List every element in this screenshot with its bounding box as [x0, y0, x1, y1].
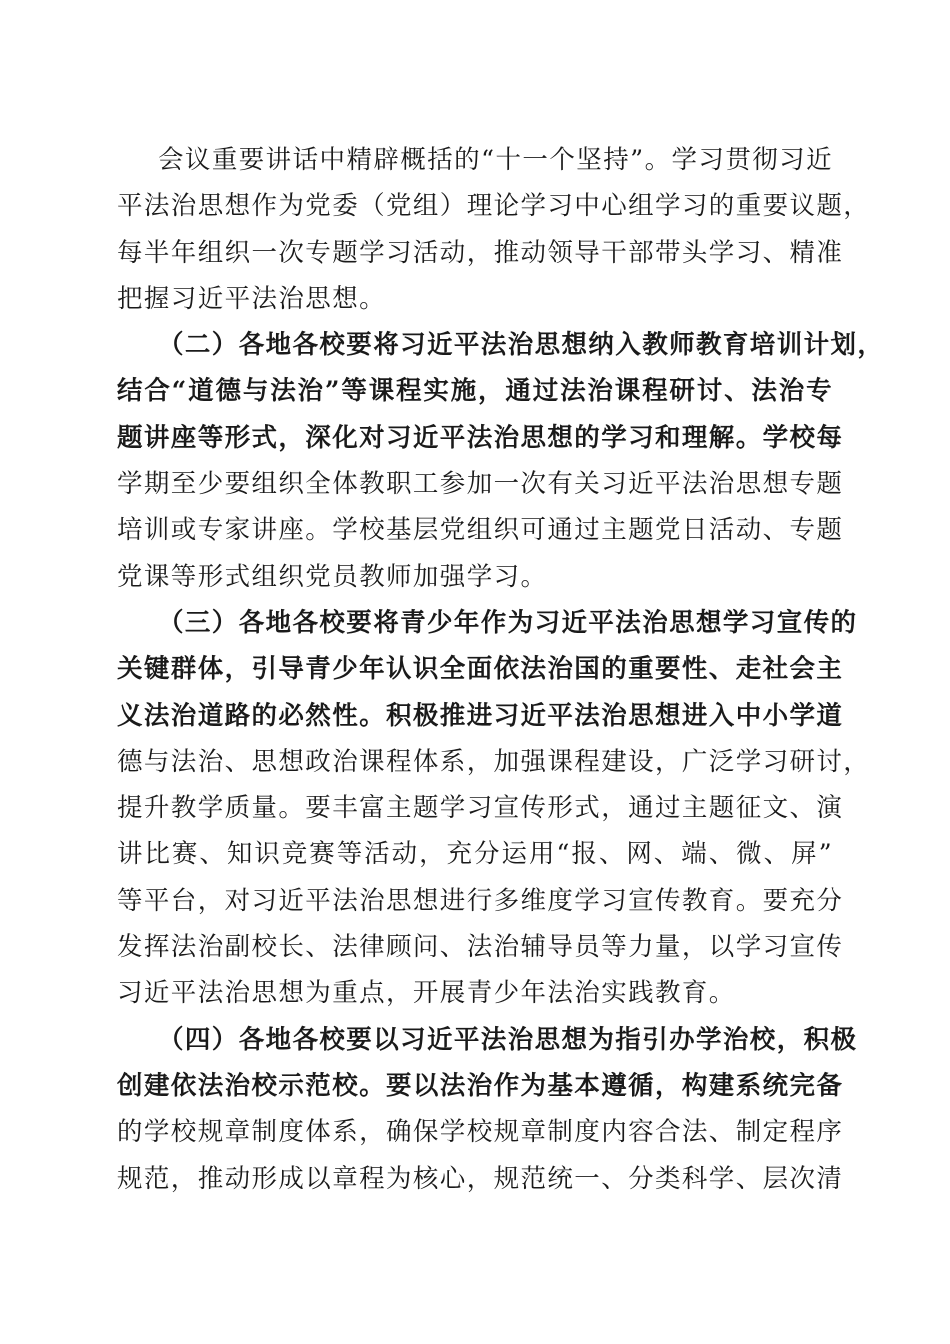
text-line: 等平台，对习近平法治思想进行多维度学习宣传教育。要充分 [117, 885, 844, 916]
text-line: 结合“道德与法治”等课程实施，通过法治课程研讨、法治专 [117, 376, 833, 407]
paragraph-3 [117, 600, 871, 1017]
paragraph-1 [117, 137, 871, 322]
paragraph-2 [117, 322, 885, 600]
text-line: 学期至少要组织全体教职工参加一次有关习近平法治思想专题 [117, 469, 844, 500]
text-line: 党课等形式组织党员教师加强学习。 [117, 561, 548, 592]
text-line: 规范，推动形成以章程为核心，规范统一、分类科学、层次清 [117, 1163, 844, 1194]
text-line: 发挥法治副校长、法律顾问、法治辅导员等力量，以学习宣传 [117, 932, 844, 963]
text-line: （四）各地各校要以习近平法治思想为指引办学治校，积极 [158, 1024, 858, 1055]
document-body [117, 137, 885, 1202]
paragraph-4 [117, 1017, 858, 1202]
text-line: 义法治道路的必然性。积极推进习近平法治思想进入中小学道 [117, 700, 844, 731]
text-line: 创建依法治校示范校。要以法治作为基本遵循，构建系统完备 [117, 1070, 844, 1101]
text-line: 把握习近平法治思想。 [117, 283, 387, 314]
text-line: 会议重要讲话中精辟概括的“十一个坚持”。学习贯彻习近 [158, 145, 833, 175]
text-line: 讲比赛、知识竞赛等活动，充分运用“报、网、端、微、屏” [117, 839, 833, 870]
text-line: 德与法治、思想政治课程体系，加强课程建设，广泛学习研讨， [117, 746, 871, 777]
text-line: 题讲座等形式，深化对习近平法治思想的学习和理解。学校每 [117, 422, 844, 453]
text-line: 的学校规章制度体系，确保学校规章制度内容合法、制定程序 [117, 1117, 844, 1148]
text-line: 平法治思想作为党委（党组）理论学习中心组学习的重要议题， [117, 191, 871, 222]
text-line: 提升教学质量。要丰富主题学习宣传形式，通过主题征文、演 [117, 793, 844, 824]
text-line: 培训或专家讲座。学校基层党组织可通过主题党日活动、专题 [117, 515, 844, 546]
text-line: 关键群体，引导青少年认识全面依法治国的重要性、走社会主 [117, 654, 844, 685]
text-line: 习近平法治思想为重点，开展青少年法治实践教育。 [117, 978, 736, 1009]
text-line: 每半年组织一次专题学习活动，推动领导干部带头学习、精准 [117, 237, 844, 268]
text-line: （二）各地各校要将习近平法治思想纳入教师教育培训计划， [158, 330, 885, 361]
text-line: （三）各地各校要将青少年作为习近平法治思想学习宣传的 [158, 607, 858, 638]
